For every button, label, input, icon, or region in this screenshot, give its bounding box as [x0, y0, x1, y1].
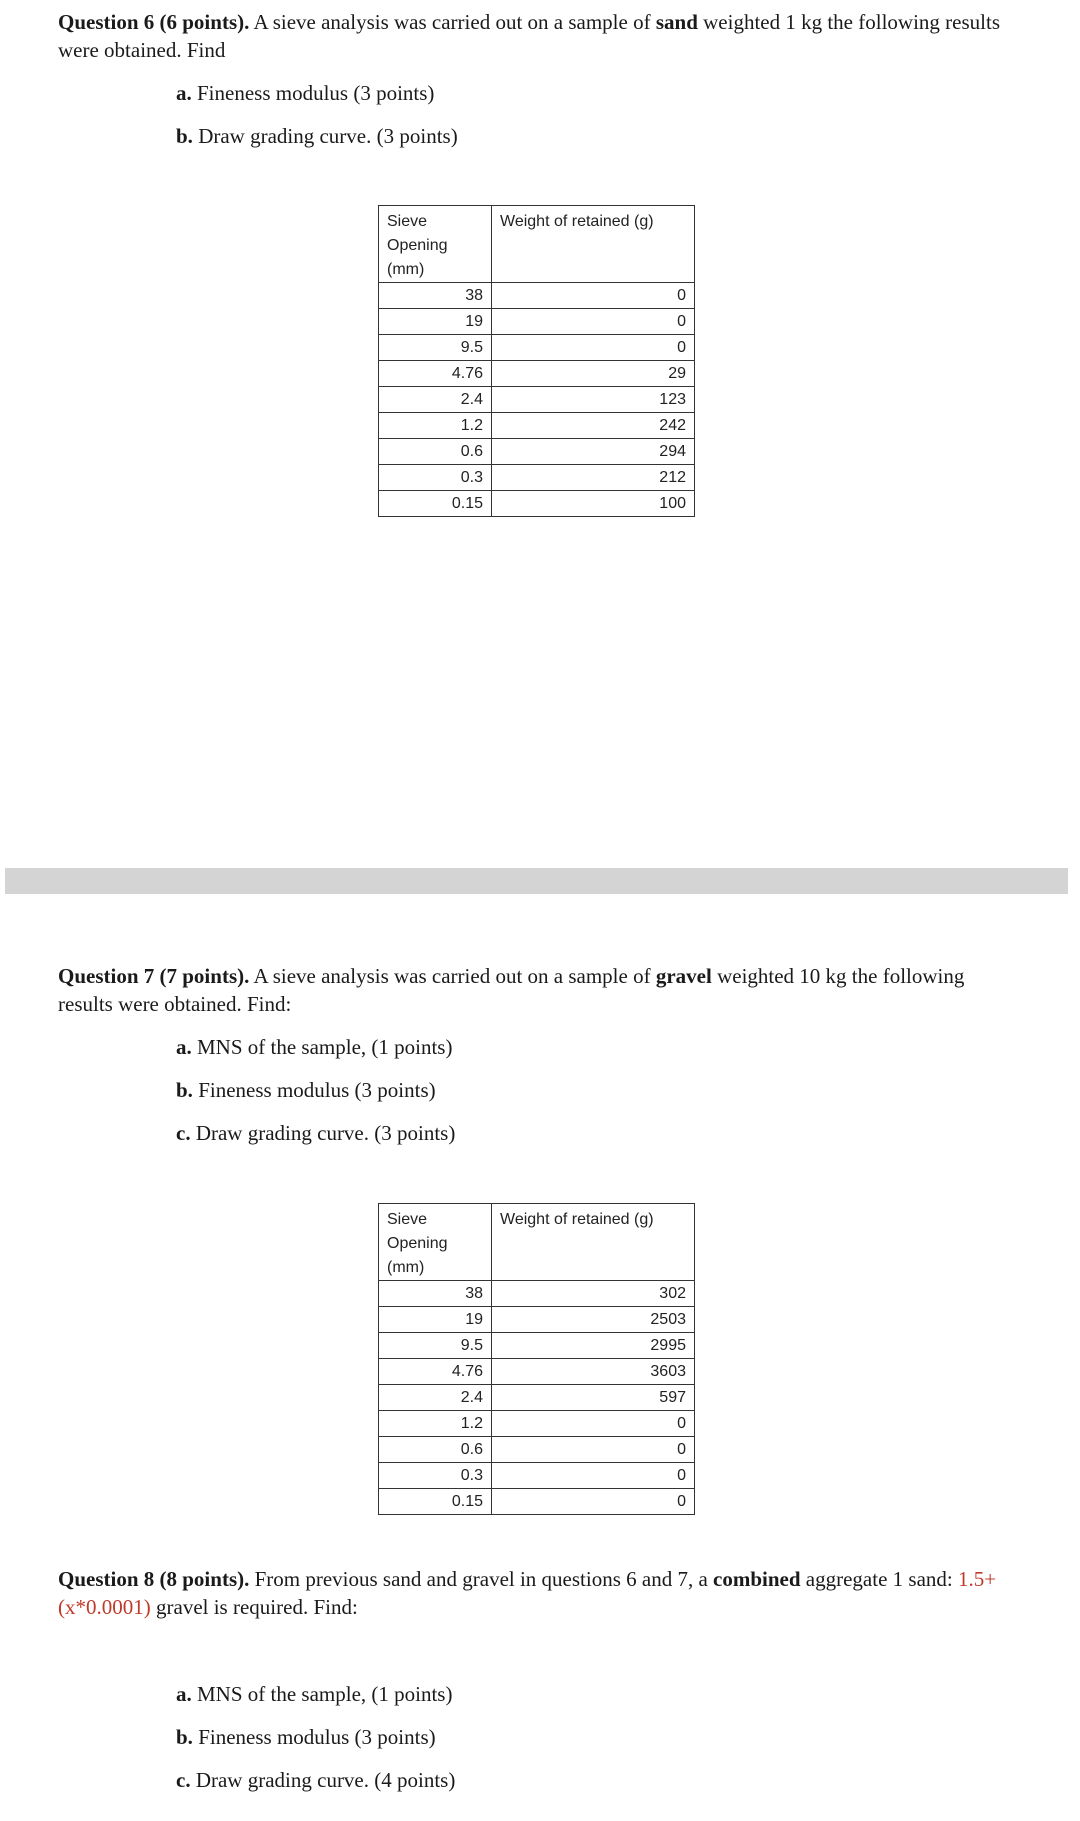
weight-retained-header: Weight of retained (g)	[492, 1204, 695, 1281]
q8-text-2: aggregate 1 sand:	[800, 1567, 958, 1591]
q7-text-2: weighted 10 kg the following results were obtained. Find:	[58, 964, 965, 1016]
table-row: 1.2 0	[379, 1411, 695, 1437]
table-row: 2.4 597	[379, 1385, 695, 1411]
table-row: 4.76 3603	[379, 1359, 695, 1385]
q7-part-c: c. Draw grading curve. (3 points)	[176, 1121, 456, 1145]
q6-part-a: a. Fineness modulus (3 points)	[176, 81, 435, 105]
sieve-opening-header: Sieve Opening (mm)	[379, 206, 492, 283]
q6-text-1: A sieve analysis was carried out on a sample of	[249, 10, 656, 34]
table-row: 4.76 29	[379, 361, 695, 387]
q8-part-a: a. MNS of the sample, (1 points)	[176, 1682, 453, 1706]
table-row: 19 2503	[379, 1307, 695, 1333]
table-row: 1.2 242	[379, 413, 695, 439]
table-row: 9.5 0	[379, 335, 695, 361]
table-header-row	[379, 206, 695, 283]
q8-statement	[58, 1565, 1018, 1621]
q8-text-3: gravel is required. Find:	[150, 1595, 358, 1619]
q6-text-2: weighted 1 kg the following results were obtained. Find	[58, 10, 1000, 62]
q8-title: Question 8 (8 points).	[58, 1567, 250, 1591]
q7-part-a: a. MNS of the sample, (1 points)	[176, 1035, 453, 1059]
q6-sieve-table	[378, 205, 695, 517]
table-row: 9.5 2995	[379, 1333, 695, 1359]
q8-bold-word: combined	[713, 1567, 801, 1591]
table-row: 0.15 100	[379, 491, 695, 517]
q8-formula: 1.5+(x*0.0001)	[58, 1567, 997, 1619]
q7-text-1: A sieve analysis was carried out on a sample of	[249, 964, 656, 988]
weight-retained-header: Weight of retained (g)	[492, 206, 695, 283]
q7-sieve-table	[378, 1203, 695, 1515]
table-row: 2.4 123	[379, 387, 695, 413]
q7-bold-word: gravel	[655, 964, 712, 988]
table-row: 0.3 0	[379, 1463, 695, 1489]
table-header-row	[379, 1204, 695, 1281]
q6-bold-word: sand	[655, 10, 698, 34]
table-row: 0.6 0	[379, 1437, 695, 1463]
table-row: 19 0	[379, 309, 695, 335]
q6-title: Question 6 (6 points).	[58, 10, 250, 34]
q6-statement	[58, 8, 1018, 64]
q8-text-1: From previous sand and gravel in questions 6 and 7, a	[249, 1567, 714, 1591]
q7-statement	[58, 962, 1018, 1018]
table-row: 38 302	[379, 1281, 695, 1307]
q7-part-b: b. Fineness modulus (3 points)	[176, 1078, 436, 1102]
table-row: 38 0	[379, 283, 695, 309]
q8-part-b: b. Fineness modulus (3 points)	[176, 1725, 436, 1749]
q7-title: Question 7 (7 points).	[58, 964, 250, 988]
table-row: 0.3 212	[379, 465, 695, 491]
table-row: 0.6 294	[379, 439, 695, 465]
table-row: 0.15 0	[379, 1489, 695, 1515]
q8-part-c: c. Draw grading curve. (4 points)	[176, 1768, 456, 1792]
q6-part-b: b. Draw grading curve. (3 points)	[176, 124, 458, 148]
page-divider	[5, 868, 1068, 894]
sieve-opening-header: Sieve Opening (mm)	[379, 1204, 492, 1281]
